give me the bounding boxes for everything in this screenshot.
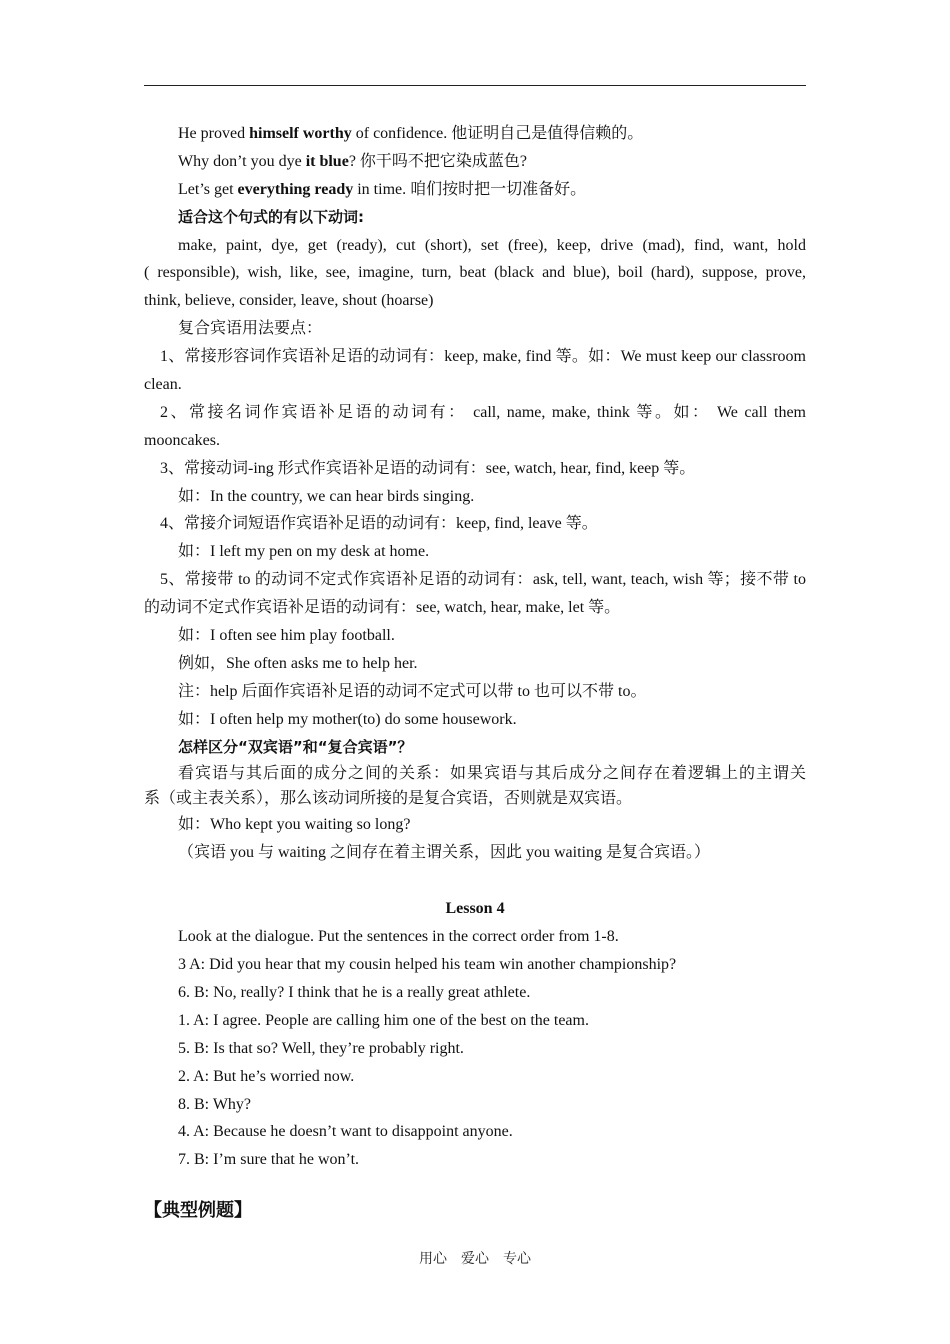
point-line: mooncakes. — [144, 431, 220, 449]
distinguish-line: （宾语 you 与 waiting 之间存在着主谓关系，因此 you waiting 是复合宾语。） — [178, 844, 710, 862]
document-body — [144, 120, 806, 1228]
distinguish-line: 看宾语与其后面的成分之间的关系：如果宾语与其后成分之间存在着逻辑上的主谓关 — [178, 765, 806, 783]
point-line: 如：I often see him play football. — [178, 627, 395, 645]
dialogue-line: 5. B: Is that so? Well, they’re probably right. — [178, 1039, 464, 1057]
point-line: 如：In the country, we can hear birds singing. — [178, 487, 475, 505]
page-footer: 用心 爱心 专心 — [419, 1251, 531, 1267]
header-rule — [144, 85, 806, 86]
distinguish-line: 系（或主表关系），那么该动词所接的是复合宾语，否则就是双宾语。 — [144, 790, 633, 808]
dialogue-line: 2. A: But he’s worried now. — [178, 1067, 355, 1085]
verbs-line-1: make, paint, dye, get (ready), cut (short), set (free), keep, drive (mad), find, want, hold — [178, 236, 806, 254]
section-title: 【典型例题】 — [144, 1200, 252, 1222]
point-line: 4、常接介词短语作宾语补足语的动词有：keep, find, leave 等。 — [160, 515, 598, 533]
lesson-title: Lesson 4 — [445, 900, 505, 918]
point-line: 的动词不定式作宾语补足语的动词有：see, watch, hear, make, let 等。 — [144, 599, 621, 617]
dialogue-line: 6. B: No, really? I think that he is a really great athlete. — [178, 983, 531, 1001]
point-line: 5、常接带 to 的动词不定式作宾语补足语的动词有：ask, tell, want, teach, wish 等；接不带 to — [160, 571, 806, 589]
verbs-line-3: think, believe, consider, leave, shout (hoarse) — [144, 292, 434, 310]
points-heading: 复合宾语用法要点： — [178, 320, 323, 338]
dialogue-line: 1. A: I agree. People are calling him one of the best on the team. — [178, 1011, 589, 1029]
distinguish-heading: 怎样区分“双宾语”和“复合宾语”？ — [178, 737, 413, 756]
point-line: 例如，She often asks me to help her. — [178, 654, 418, 672]
lesson-instruction: Look at the dialogue. Put the sentences in the correct order from 1-8. — [178, 928, 619, 946]
point-line: 如：I left my pen on my desk at home. — [178, 543, 430, 561]
verbs-line-2: ( responsible), wish, like, see, imagine, turn, beat (black and blue), boil (hard), suppose, prove, — [144, 264, 806, 282]
example-sentence-3: Let’s get everything ready in time. 咱们按时把一切准备好。 — [178, 180, 587, 198]
verbs-heading: 适合这个句式的有以下动词: — [178, 207, 364, 226]
point-line: 1、常接形容词作宾语补足语的动词有：keep, make, find 等。如：We must keep our classroom — [160, 348, 806, 366]
example-sentence-1: He proved himself worthy of confidence. 他证明自己是值得信赖的。 — [178, 125, 644, 142]
point-line: clean. — [144, 376, 182, 394]
dialogue-line: 8. B: Why? — [178, 1095, 252, 1113]
point-line: 3、常接动词-ing 形式作宾语补足语的动词有：see, watch, hear, find, keep 等。 — [160, 459, 696, 477]
point-line: 注：help 后面作宾语补足语的动词不定式可以带 to 也可以不带 to。 — [178, 682, 647, 700]
dialogue-line: 4. A: Because he doesn’t want to disappoint anyone. — [178, 1123, 513, 1141]
dialogue-line: 7. B: I’m sure that he won’t. — [178, 1151, 360, 1169]
dialogue-line: 3 A: Did you hear that my cousin helped his team win another championship? — [178, 956, 677, 974]
point-line: 2、常接名词作宾语补足语的动词有： call, name, make, think 等。如： We call them — [160, 403, 806, 421]
example-sentence-2: Why don’t you dye it blue? 你干吗不把它染成蓝色? — [178, 152, 528, 170]
distinguish-line: 如：Who kept you waiting so long? — [178, 816, 411, 834]
point-line: 如：I often help my mother(to) do some housework. — [178, 710, 517, 728]
